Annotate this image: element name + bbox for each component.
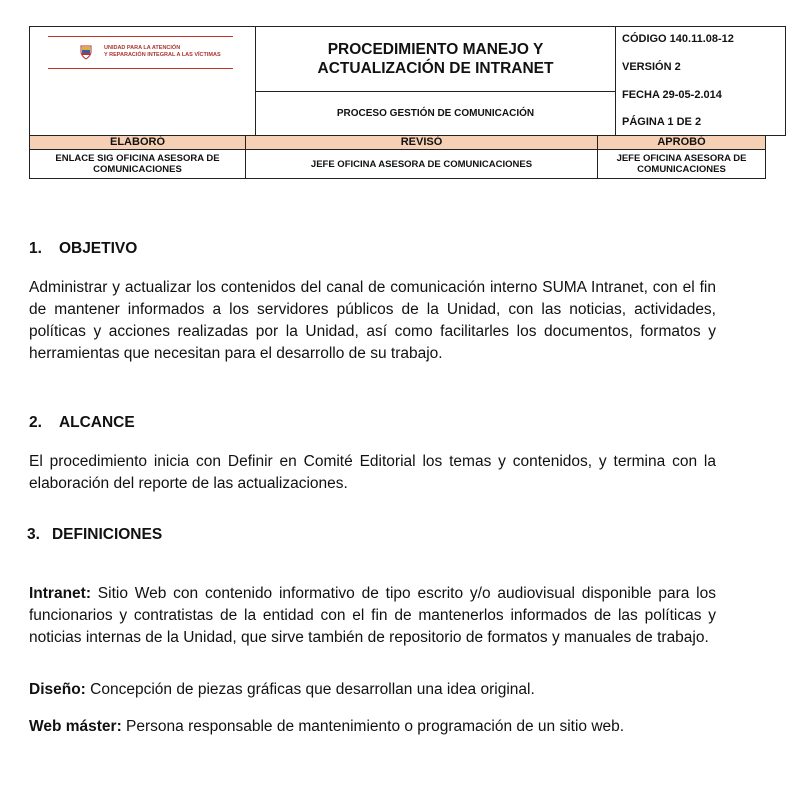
section-1-text: Administrar y actualizar los contenidos del canal de comunicación interno SUMA Intranet, con el fin de mantener informados a los servidores públicos de la Unidad, con las noticias, actividades, políticas y acciones realizadas por la Unidad, así como facilitarles los documentos, formatos y herramientas que necesitan para el desarrollo de su trabajo.	[29, 279, 716, 362]
reviso-label: REVISÓ	[245, 135, 598, 150]
reviso-value: JEFE OFICINA ASESORA DE COMUNICACIONES	[245, 149, 598, 179]
code-value: CÓDIGO 140.11.08-12	[622, 33, 734, 45]
logo-cell	[29, 26, 256, 136]
section-1-number: 1.	[29, 240, 42, 257]
logo-text-line2: Y REPARACIÓN INTEGRAL A LAS VÍCTIMAS	[104, 51, 221, 58]
definition-webmaster	[29, 716, 716, 738]
section-2-number: 2.	[29, 414, 42, 431]
document-title	[255, 26, 616, 92]
section-2-text: El procedimiento inicia con Definir en Comité Editorial los temas y contenidos, y termina con la elaboración del reporte de las actualizaciones.	[29, 453, 716, 492]
definition-diseno-term: Diseño:	[29, 681, 86, 698]
section-3-title: DEFINICIONES	[51, 526, 163, 543]
logo-top-rule	[48, 36, 233, 37]
section-2-title: ALCANCE	[58, 414, 135, 431]
aprobo-line2: COMUNICACIONES	[637, 164, 726, 175]
logo-text	[104, 45, 221, 58]
section-1-title: OBJETIVO	[58, 240, 138, 257]
coat-of-arms-icon	[78, 44, 94, 60]
definition-intranet-text: Sitio Web con contenido informativo de tipo escrito y/o audiovisual disponible para los funcionarios y contratistas de la entidad con el fin de mantenerlos informados de las políticas y noticias internas de la Unidad, que sirve también de repositorio de formatos y manuales de trabajo.	[29, 585, 716, 646]
aprobo-value	[597, 149, 766, 179]
page-value: PÁGINA 1 DE 2	[622, 116, 702, 128]
definition-diseno	[29, 679, 716, 701]
aprobo-label: APROBÓ	[597, 135, 766, 150]
document-meta	[615, 26, 786, 136]
section-3-heading	[27, 526, 162, 544]
process-name: PROCESO GESTIÓN DE COMUNICACIÓN	[255, 91, 616, 136]
section-1-heading	[29, 240, 137, 258]
date-value: FECHA 29-05-2.014	[622, 89, 722, 101]
logo-text-line1: UNIDAD PARA LA ATENCIÓN	[104, 45, 181, 51]
definition-webmaster-text: Persona responsable de mantenimiento o programación de un sitio web.	[121, 718, 625, 735]
aprobo-line1: JEFE OFICINA ASESORA DE	[616, 153, 747, 164]
definition-webmaster-term: Web máster:	[29, 718, 122, 735]
definition-intranet-term: Intranet:	[29, 585, 91, 602]
elaboro-label: ELABORÓ	[29, 135, 246, 150]
elaboro-value	[29, 149, 246, 179]
logo-bottom-rule	[48, 68, 233, 69]
elaboro-line1: ENLACE SIG OFICINA ASESORA DE	[55, 153, 220, 164]
definition-intranet	[29, 583, 716, 649]
section-2-heading	[29, 414, 135, 432]
definition-diseno-text: Concepción de piezas gráficas que desarrollan una idea original.	[85, 681, 535, 698]
title-line1: PROCEDIMIENTO MANEJO Y	[327, 41, 544, 58]
version-value: VERSIÓN 2	[622, 61, 681, 73]
title-line2: ACTUALIZACIÓN DE INTRANET	[317, 60, 554, 77]
elaboro-line2: COMUNICACIONES	[93, 164, 182, 175]
section-3-number: 3.	[27, 526, 40, 543]
